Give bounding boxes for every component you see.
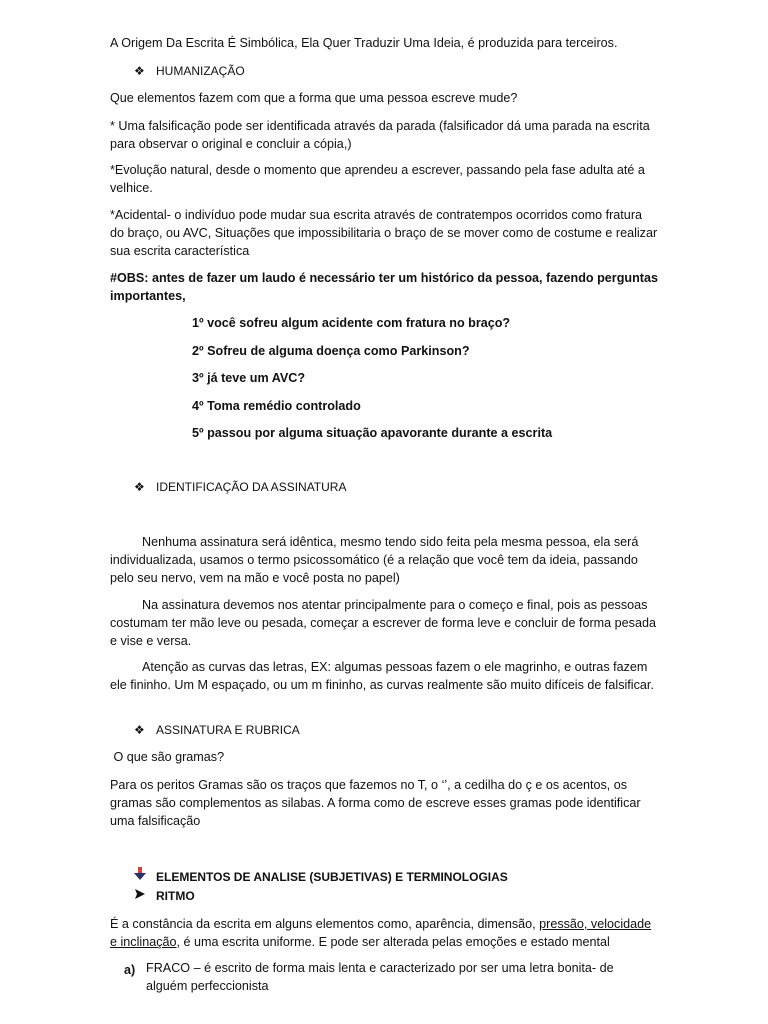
heading-label: IDENTIFICAÇÃO DA ASSINATURA [156,480,347,494]
section-heading-assinatura-rubrica [134,721,300,739]
diamond-bullet-icon: ❖ [134,723,145,737]
heading-label: ELEMENTOS DE ANALISE (SUBJETIVAS) E TERMINOLOGIAS [156,869,508,884]
diamond-bullet-icon: ❖ [134,64,145,78]
heading-label: HUMANIZAÇÃO [156,64,245,78]
question-item: 2º Sofreu de alguma doença como Parkinson? [192,344,470,358]
obs-paragraph: #OBS: antes de fazer um laudo é necessário ter um histórico da pessoa, fazendo perguntas importantes, [110,271,658,303]
identificacao-paragraph-3: Atenção as curvas das letras, EX: algumas pessoas fazem o ele magrinho, e outras fazem ele fininho. Um M espaçado, ou um m fininho, as curvas realmente são muito difíceis de falsificar. [110,660,654,692]
ritmo-paragraph [110,915,658,951]
ritmo-list-item: FRACO – é escrito de forma mais lenta e caracterizado por ser uma letra bonita- de alguém perfeccionista [146,961,614,993]
humanizacao-paragraph-3: *Acidental- o indivíduo pode mudar sua escrita através de contratempos ocorridos como fratura do braço, ou AVC, Situações que impossibilitaria o braço de se mover como de costume e realizar sua escrita característica [110,208,658,258]
down-arrow-icon [134,867,148,886]
humanizacao-paragraph-2: *Evolução natural, desde o momento que aprendeu a escrever, passando pela fase adulta até a velhice. [110,163,645,195]
gramas-question: O que são gramas? [110,750,225,764]
gramas-paragraph: Para os peritos Gramas são os traços que fazemos no T, o ‘’, a cedilha do ç e os acentos, os gramas são complementos as silabas. A forma como de escreve esses gramas pode identificar uma falsificação [110,778,641,828]
ritmo-underlined-text: pressão, velocidade e inclinação [110,917,652,949]
question-item: 3º já teve um AVC? [192,371,306,385]
identificacao-paragraph-2: Na assinatura devemos nos atentar principalmente para o começo e final, pois as pessoas costumam ter mão leve ou pesada, começar a escrever de forma leve e concluir de forma pesada e vise e versa. [110,598,656,648]
question-item: 4º Toma remédio controlado [192,399,361,413]
section-heading-ritmo [134,887,195,905]
diamond-bullet-icon: ❖ [134,480,145,494]
section-heading-identificacao [134,478,346,496]
section-heading-humanizacao [134,62,245,80]
intro-text: A Origem Da Escrita É Simbólica, Ela Quer Traduzir Uma Ideia, é produzida para terceiros. [110,36,618,50]
question-item: 5º passou por alguma situação apavorante durante a escrita [192,426,553,440]
list-marker: a) [124,963,136,977]
humanizacao-paragraph-1: * Uma falsificação pode ser identificada através da parada (falsificador dá uma parada na escrita para observar o original e concluir a cópia,) [110,119,650,151]
section-heading-elementos [134,867,508,886]
heading-label: RITMO [156,889,195,903]
ritmo-text-after: , é uma escrita uniforme. E pode ser alterada pelas emoções e estado mental [176,935,610,949]
heading-label: ASSINATURA E RUBRICA [156,723,300,737]
ritmo-text-before: É a constância da escrita em alguns elementos como, aparência, dimensão, [110,917,540,931]
identificacao-paragraph-1: Nenhuma assinatura será idêntica, mesmo tendo sido feita pela mesma pessoa, ela será individualizada, usamos o termo psicossomático (é a relação que você tem da ideia, passando pelo seu nervo, vem na mão e você posta no papel) [110,535,639,585]
question-item: 1º você sofreu algum acidente com fratura no braço? [192,316,511,330]
humanizacao-question: Que elementos fazem com que a forma que uma pessoa escreve mude? [110,91,518,105]
right-arrow-icon [134,887,148,905]
